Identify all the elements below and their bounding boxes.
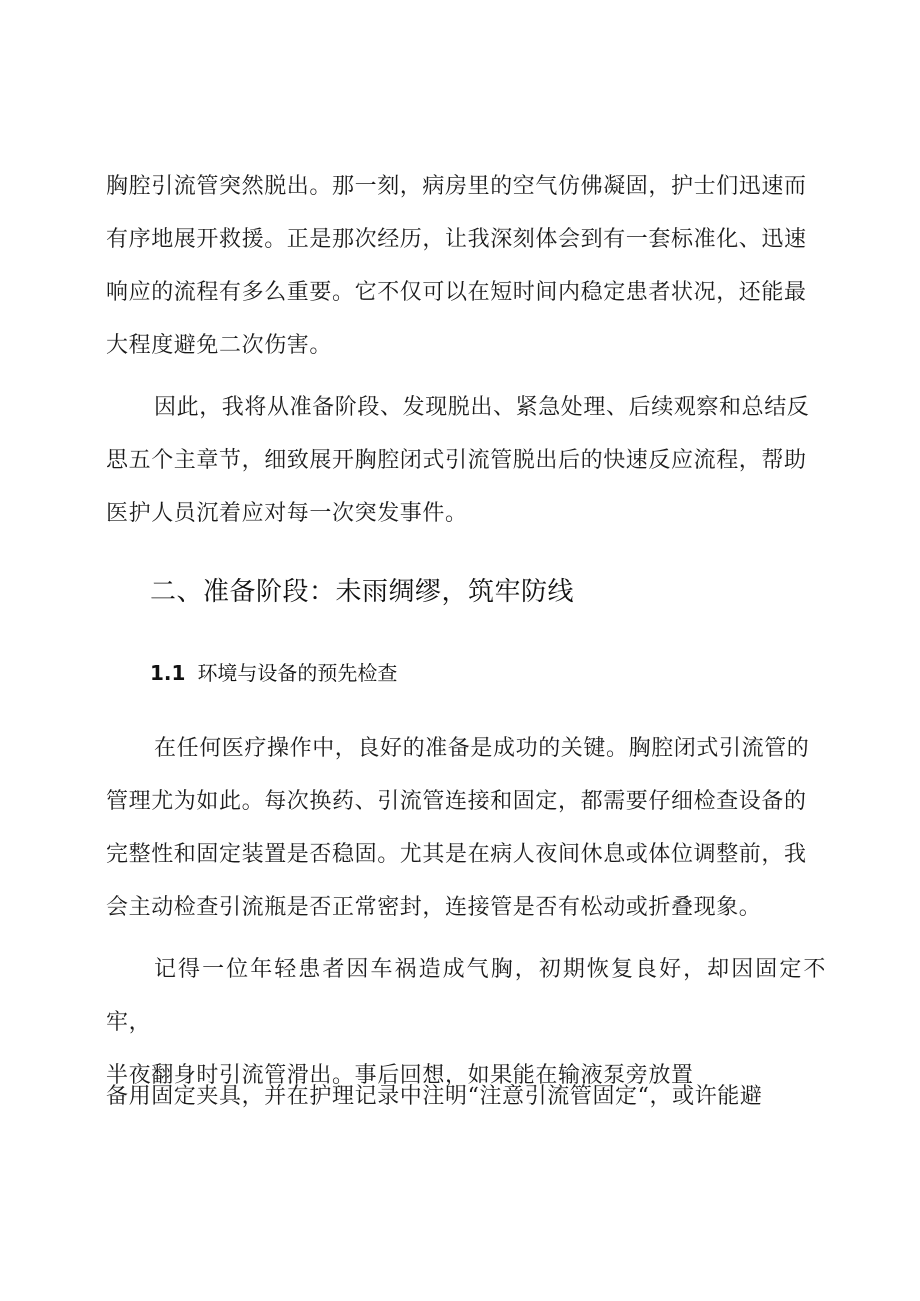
subsection-number: 1.1 (150, 661, 186, 685)
text-line: 响应的流程有多么重要。它不仅可以在短时间内稳定患者状况，还能最 (106, 280, 807, 305)
text-line: 医护人员沉着应对每一次突发事件。 (106, 501, 468, 526)
text-line: 会主动检查引流瓶是否正常密封，连接管是否有松动或折叠现象。 (106, 895, 762, 920)
text-line: 备用固定夹具，并在护理记录中注明“注意引流管固定“，或许能避 (106, 1084, 763, 1109)
section-heading: 二、准备阶段：未雨绸缪，筑牢防线 (150, 577, 575, 607)
text-line: 管理尤为如此。每次换药、引流管连接和固定，都需要仔细检查设备的 (106, 789, 807, 814)
text-line: 大程度避免二次伤害。 (106, 333, 333, 358)
paragraph-case-continued (106, 1070, 826, 1123)
text-line: 因此，我将从准备阶段、发现脱出、紧急处理、后续观察和总结反 (154, 395, 810, 420)
text-line: 胸腔引流管突然脱出。那一刻，病房里的空气仿佛凝固，护士们迅速而 (106, 174, 807, 199)
text-line: 完整性和固定装置是否稳固。尤其是在病人夜间休息或体位调整前，我 (106, 842, 807, 867)
paragraph-incident (106, 160, 826, 372)
text-line: 记得一位年轻患者因车祸造成气胸，初期恢复良好，却因固定不牢， (106, 957, 826, 1035)
text-line: 有序地展开救援。正是那次经历，让我深刻体会到有一套标准化、迅速 (106, 227, 807, 252)
subsection-heading (150, 657, 397, 686)
subsection-title: 环境与设备的预先检查 (197, 661, 398, 685)
text-line: 在任何医疗操作中，良好的准备是成功的关键。胸腔闭式引流管的 (154, 736, 810, 761)
paragraph-preparation (106, 722, 826, 934)
text-line: 半夜翻身时引流管滑出。事后回想，如果能在输液泵旁放置 (106, 1063, 694, 1088)
text-line: 思五个主章节，细致展开胸腔闭式引流管脱出后的快速反应流程，帮助 (106, 448, 807, 473)
paragraph-overview (106, 381, 826, 540)
